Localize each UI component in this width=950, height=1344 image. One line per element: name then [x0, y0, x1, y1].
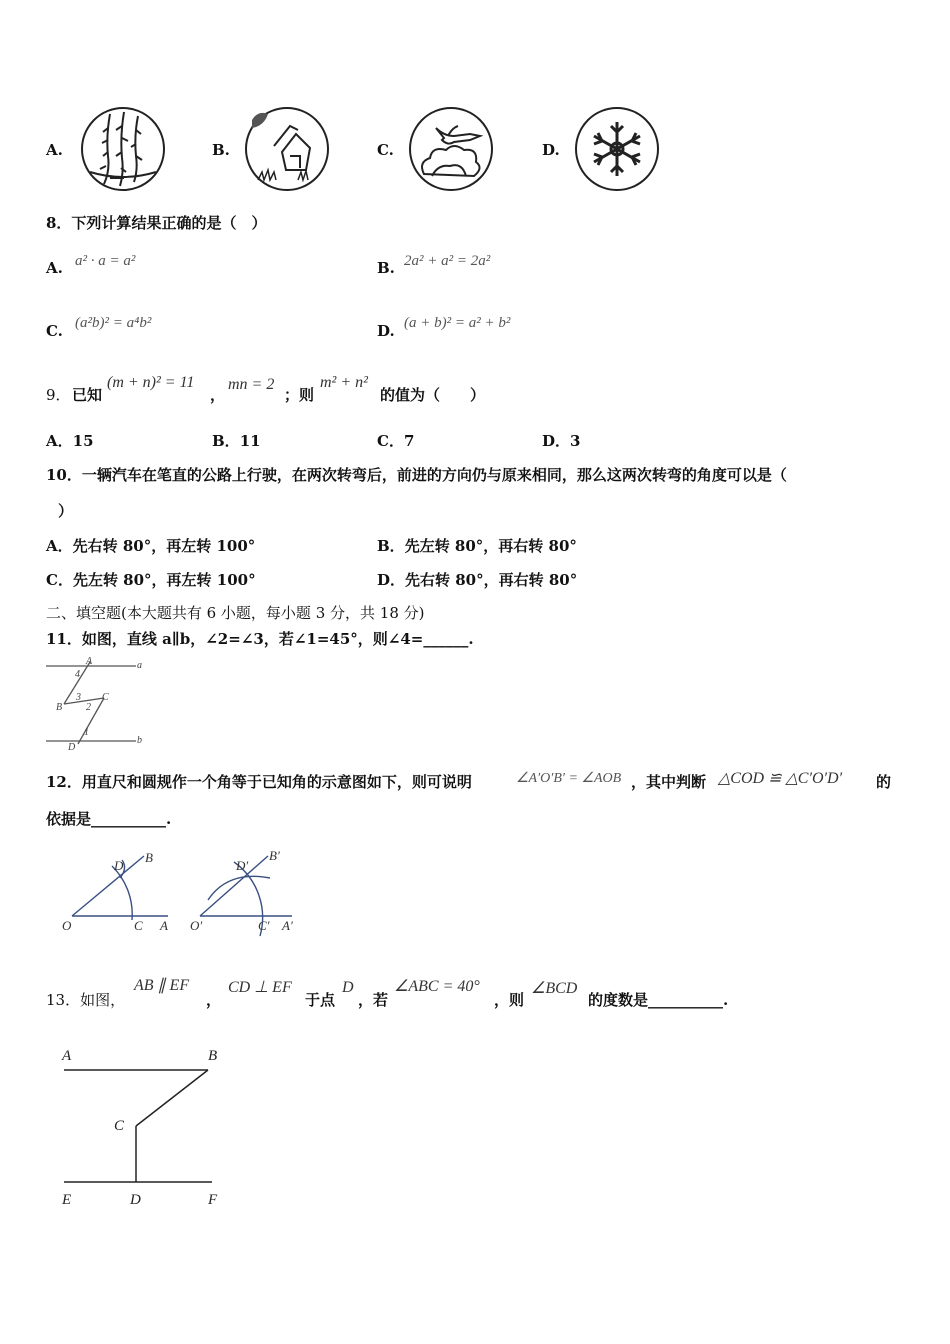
- section-2-title: 二、填空题(本大题共有 6 小题，每小题 3 分，共 18 分): [46, 604, 425, 622]
- q13-expr-angle-bcd: ∠BCD: [531, 980, 578, 997]
- q12-label-b: B: [145, 850, 153, 865]
- q11-label-b-point: B: [56, 702, 63, 713]
- q9-number: 9．: [46, 386, 71, 404]
- q13-label-b: B: [208, 1048, 218, 1064]
- q8-option-d-label: D.: [377, 322, 395, 340]
- q11-label-d-point: D: [68, 742, 76, 753]
- q13-expr-point: D: [342, 979, 354, 996]
- q11-label-line-a: a: [137, 660, 142, 671]
- q12-figure-constructed-angle: [188, 848, 308, 940]
- q7-option-d-label: D.: [542, 141, 560, 159]
- q13-stem-part3: ，若: [358, 991, 389, 1009]
- q13-stem-part5: 的度数是__________.: [588, 991, 729, 1009]
- q12-figure-original-angle: [60, 848, 180, 940]
- q12-label-c-prime: C′: [258, 918, 270, 933]
- q10-option-c: C．先左转 80°，再左转 100°: [46, 571, 256, 589]
- q12-stem-line2: 依据是__________.: [46, 810, 172, 828]
- q13-label-d: D: [130, 1192, 141, 1208]
- q12-expr-congruent: △COD ≌ △C′O′D′: [718, 770, 843, 787]
- q13-label-e: E: [62, 1192, 72, 1208]
- q7-option-a-label: A.: [46, 141, 63, 159]
- q8-option-d-expr: (a + b)² = a² + b²: [404, 315, 511, 331]
- q11-angle-4: 4: [75, 669, 80, 680]
- q7-option-b-label: B.: [212, 141, 230, 159]
- q12-label-d: D: [114, 858, 124, 873]
- q9-separator: ，: [210, 386, 226, 404]
- q9-expr-sum-squared: (m + n)² = 11: [107, 374, 195, 391]
- q13-label-a: A: [62, 1048, 72, 1064]
- q13-expr-parallel: AB ∥ EF: [134, 977, 190, 994]
- q9-option-d: D．3: [542, 432, 581, 450]
- q10-stem-line2: ）: [58, 502, 74, 520]
- q11-figure: [44, 656, 144, 753]
- q12-label-a-prime: A′: [282, 918, 293, 933]
- q10-stem-line1: 10．一辆汽车在笔直的公路上行驶，在两次转弯后，前进的方向仍与原来相同，那么这两次转弯的角度可以是（: [46, 466, 787, 484]
- q9-stem-part1: 已知: [72, 386, 103, 404]
- q13-label-c: C: [114, 1118, 125, 1134]
- bird-over-clouds-icon: [408, 106, 494, 192]
- q13-number: 13．如图，: [46, 991, 126, 1009]
- q8-option-a-label: A.: [46, 259, 63, 277]
- q10-option-b: B．先左转 80°，再右转 80°: [377, 537, 577, 555]
- q13-expr-perpendicular: CD ⊥ EF: [228, 979, 292, 996]
- q12-label-b-prime: B′: [269, 848, 280, 863]
- house-in-wind-icon: [244, 106, 330, 192]
- q8-stem: 8．下列计算结果正确的是（ ）: [46, 214, 267, 232]
- q12-label-d-prime: D′: [236, 858, 249, 873]
- q9-option-b: B．11: [212, 432, 261, 450]
- willow-branches-icon: [80, 106, 166, 192]
- q13-label-f: F: [208, 1192, 218, 1208]
- q8-option-c-label: C.: [46, 322, 63, 340]
- q8-option-b-label: B.: [377, 259, 395, 277]
- q12-label-o-prime: O′: [190, 918, 203, 933]
- q9-expr-sum-of-squares: m² + n²: [320, 374, 368, 391]
- q8-option-b-expr: 2a² + a² = 2a²: [404, 253, 491, 269]
- q9-stem-part3: 的值为（ ）: [380, 386, 486, 404]
- q10-option-d: D．先右转 80°，再右转 80°: [377, 571, 578, 589]
- q11-label-line-b: b: [137, 735, 142, 746]
- q13-expr-angle-abc: ∠ABC = 40°: [394, 978, 480, 995]
- snowflake-icon: [574, 106, 660, 192]
- q8-option-a-expr: a² · a = a²: [75, 253, 136, 269]
- q7-option-c-label: C.: [377, 141, 394, 159]
- q12-stem-part2: ，其中判断: [631, 773, 707, 791]
- q10-option-a: A．先右转 80°，再左转 100°: [46, 537, 256, 555]
- q13-separator: ，: [206, 991, 222, 1009]
- q9-option-c: C．7: [377, 432, 415, 450]
- q11-label-a-point: A: [86, 656, 93, 667]
- q11-angle-3: 3: [76, 692, 81, 703]
- q13-figure: [58, 1044, 238, 1210]
- q9-expr-product: mn = 2: [228, 376, 275, 393]
- q13-stem-part4: ，则: [494, 991, 525, 1009]
- q11-stem: 11．如图，直线 a∥b，∠2=∠3，若∠1=45°，则∠4=______.: [46, 630, 474, 648]
- q12-stem-part3: 的: [876, 773, 892, 791]
- q11-label-c-point: C: [102, 692, 109, 703]
- q11-angle-2: 2: [86, 702, 91, 713]
- q12-label-o: O: [62, 918, 72, 933]
- q8-option-c-expr: (a²b)² = a⁴b²: [75, 315, 152, 331]
- q12-label-c: C: [134, 918, 143, 933]
- q9-stem-part2: ；则: [284, 386, 315, 404]
- q11-angle-1: 1: [84, 727, 89, 738]
- q13-stem-part2: 于点: [305, 991, 336, 1009]
- q12-stem-part1: 12．用直尺和圆规作一个角等于已知角的示意图如下，则可说明: [46, 773, 472, 791]
- q9-option-a: A．15: [46, 432, 94, 450]
- q12-label-a: A: [160, 918, 168, 933]
- q12-expr-angles-equal: ∠A′O′B′ = ∠AOB: [516, 771, 622, 786]
